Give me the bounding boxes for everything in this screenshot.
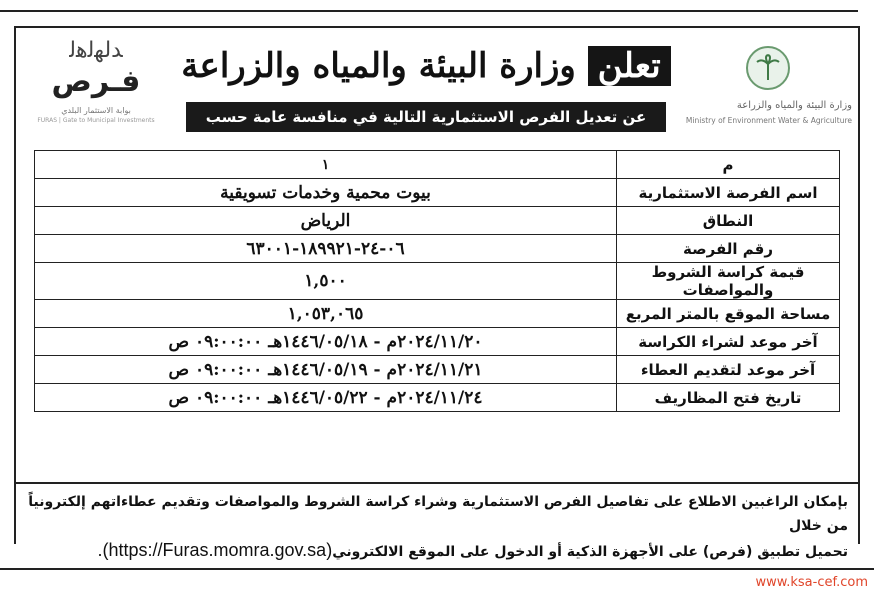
opportunity-table	[34, 150, 840, 412]
table-row	[35, 384, 840, 412]
furas-tagline-en: FURAS | Gate to Municipal Investments	[37, 117, 155, 124]
top-rule	[0, 10, 858, 12]
ministry-logo	[676, 38, 852, 138]
row-value: ١	[35, 151, 617, 179]
row-value: ١,٠٥٣,٠٦٥	[35, 300, 617, 328]
furas-brand-text: فـرص	[51, 64, 141, 99]
row-value: ١,٥٠٠	[35, 263, 617, 300]
notice-line-1: بإمكان الراغبين الاطلاع على تفاصيل الفرص الاستثمارية وشراء كراسة الشروط والمواصفات وتقديم عطاءاتهم إلكترونياً من خلال	[28, 494, 848, 534]
furas-logo	[26, 36, 166, 136]
row-value: ٢٠٢٤/١١/٢١م - ١٤٤٦/٠٥/١٩هـ ٠٩:٠٠:٠٠ ص	[35, 356, 617, 384]
furas-tagline-ar: بوابة الاستثمار البلدي	[61, 106, 131, 115]
row-label: م	[617, 151, 840, 179]
palm-emblem-icon	[746, 46, 790, 90]
row-label: اسم الفرصة الاستثمارية	[617, 179, 840, 207]
row-label: قيمة كراسة الشروط والمواصفات	[617, 263, 840, 300]
notice-line-2	[26, 538, 848, 564]
row-value: الرياض	[35, 207, 617, 235]
row-label: آخر موعد لتقديم العطاء	[617, 356, 840, 384]
ad-title-ministry: وزارة البيئة والمياه والزراعة	[181, 46, 576, 86]
notice-line-2-text: تحميل تطبيق (فرص) على الأجهزة الذكية أو الدخول على الموقع الالكتروني	[332, 544, 848, 560]
table-row	[35, 263, 840, 300]
table-row	[35, 179, 840, 207]
row-label: رقم الفرصة	[617, 235, 840, 263]
row-value: ٢٠٢٤/١١/٢٠م - ١٤٤٦/٠٥/١٨هـ ٠٩:٠٠:٠٠ ص	[35, 328, 617, 356]
table-row	[35, 300, 840, 328]
table-row	[35, 235, 840, 263]
table-row	[35, 207, 840, 235]
row-value: ٢٠٢٤/١١/٢٤م - ١٤٤٦/٠٥/٢٢هـ ٠٩:٠٠:٠٠ ص	[35, 384, 617, 412]
row-value: بيوت محمية وخدمات تسويقية	[35, 179, 617, 207]
furas-logo-glyphs: ﺪﻟﻬﻟﻫﻟ	[69, 38, 123, 63]
ad-header	[16, 28, 858, 156]
row-label: آخر موعد لشراء الكراسة	[617, 328, 840, 356]
table-row	[35, 151, 840, 179]
notice-footer	[16, 482, 858, 560]
table-row	[35, 328, 840, 356]
ministry-name-ar: وزارة البيئة والمياه والزراعة	[736, 100, 852, 111]
row-value: ٠٦-٢٤-١٨٩٩٢١-٦٣٠٠١	[35, 235, 617, 263]
advertisement-frame	[14, 26, 860, 560]
ad-title-highlight: تعلن	[588, 46, 671, 86]
bottom-rule	[0, 568, 874, 570]
ministry-name-en: Ministry of Environment Water & Agriculture	[685, 116, 852, 125]
ad-title	[176, 38, 676, 94]
ad-subtitle: عن تعديل الفرص الاستثمارية التالية في منافسة عامة حسب الجدول التالي:	[186, 102, 666, 132]
row-label: النطاق	[617, 207, 840, 235]
row-label: تاريخ فتح المظاريف	[617, 384, 840, 412]
table-row	[35, 356, 840, 384]
furas-url-link[interactable]: (https://Furas.momra.gov.sa).	[97, 540, 333, 560]
row-label: مساحة الموقع بالمتر المربع	[617, 300, 840, 328]
site-watermark: www.ksa-cef.com	[755, 575, 868, 590]
